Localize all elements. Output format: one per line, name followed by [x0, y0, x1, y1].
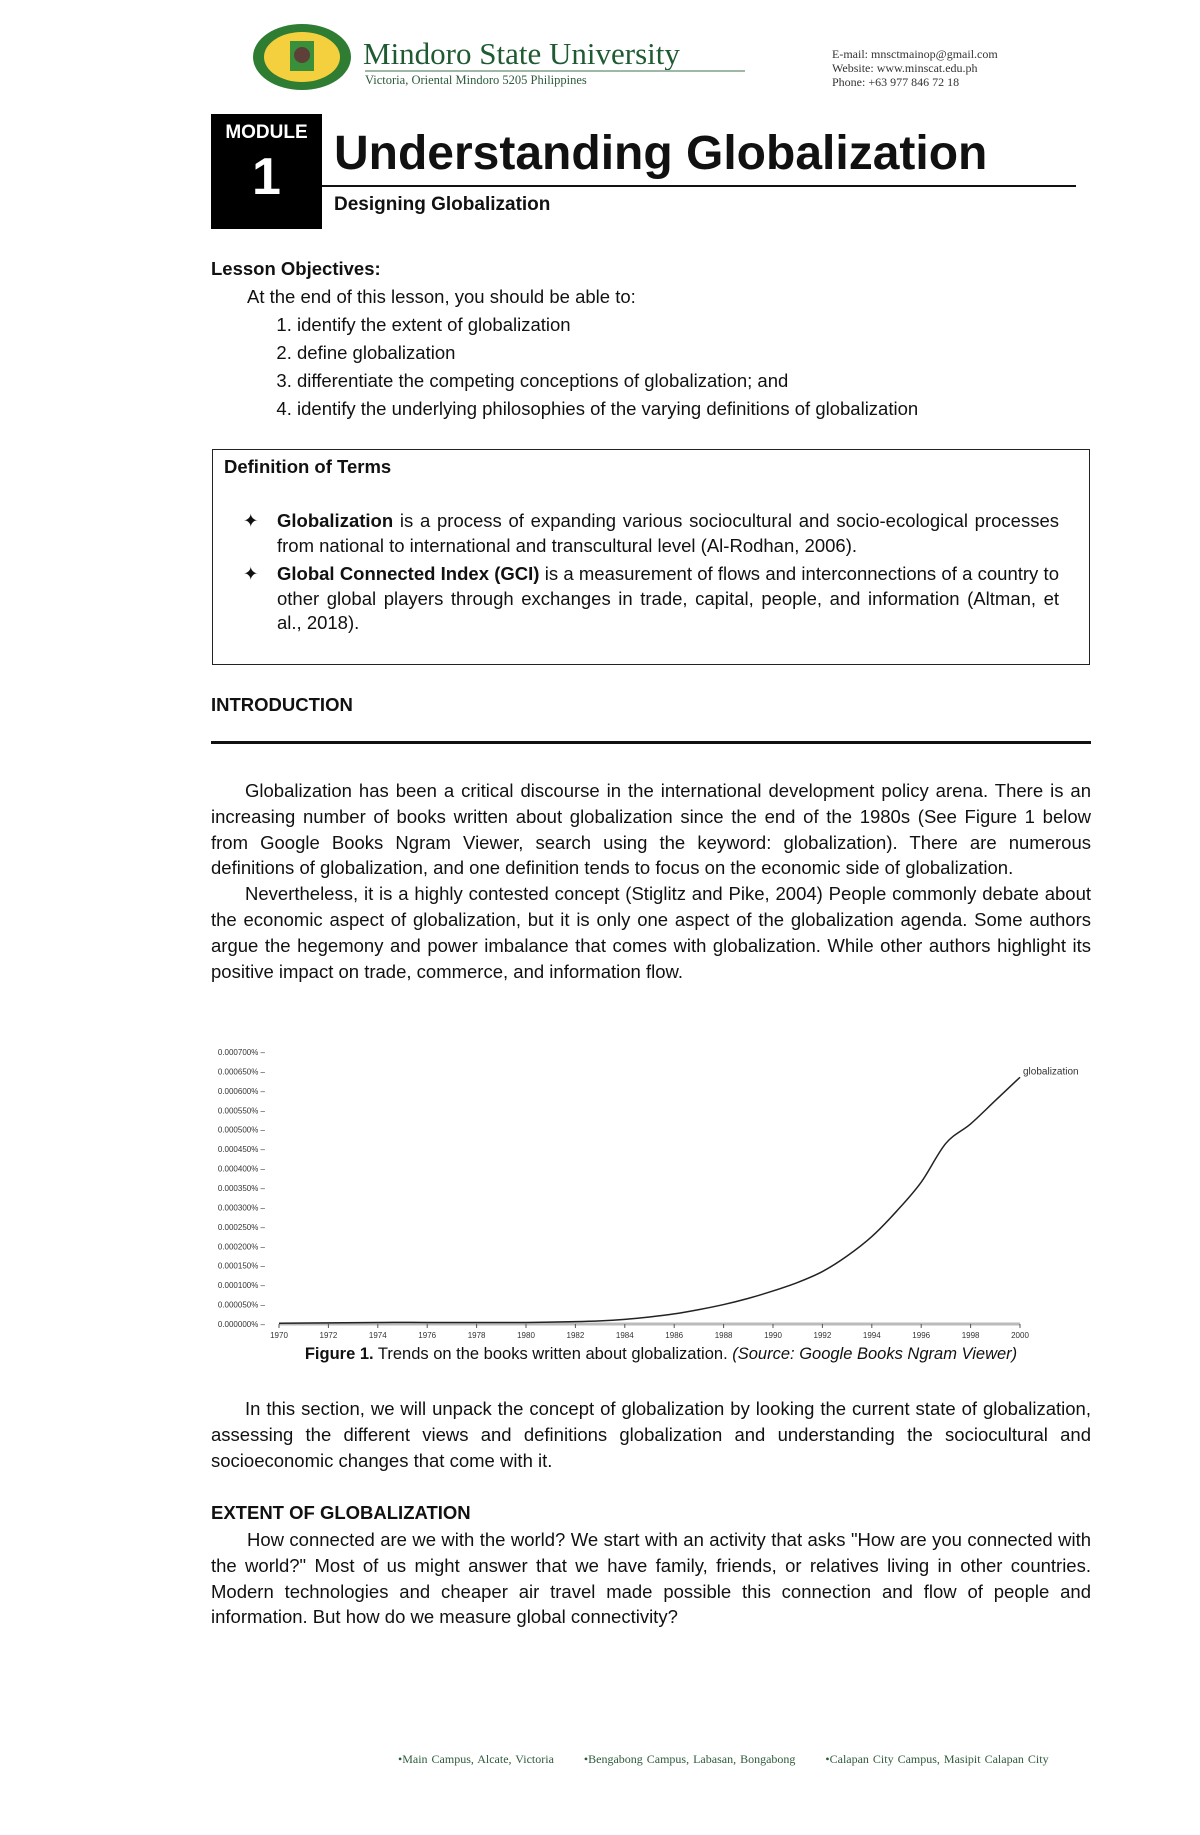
- introduction-heading: INTRODUCTION: [211, 694, 353, 715]
- footer-campuses: [398, 1752, 1075, 1767]
- email: E-mail: mnsctmainop@gmail.com: [832, 47, 998, 61]
- four-point-star-icon: ✦: [243, 563, 259, 584]
- y-tick-label: 0.000650% –: [217, 1067, 265, 1077]
- objectives-heading: Lesson Objectives:: [211, 258, 381, 279]
- y-tick-label: 0.000250% –: [217, 1222, 265, 1232]
- introduction-rule: [211, 741, 1091, 744]
- objective-item: 3. differentiate the competing conceptions of globalization; and: [297, 367, 1091, 395]
- title-rule: [322, 185, 1076, 187]
- x-tick-label: 1992: [813, 1331, 832, 1340]
- definition-text: is a process of expanding various sociocultural and socio-ecological processes from national to international and transcultural level (Al-Rodhan, 2006).: [277, 510, 1059, 556]
- x-tick-label: 1982: [566, 1331, 585, 1340]
- campus-main: •Main Campus, Alcate, Victoria: [398, 1752, 554, 1766]
- x-tick-label: 1996: [912, 1331, 931, 1340]
- y-tick-label: 0.000350% –: [217, 1184, 265, 1193]
- university-name: Mindoro State University: [363, 36, 680, 71]
- ngram-chart: [200, 1040, 1100, 1340]
- series-line-globalization: [279, 1077, 1020, 1323]
- x-tick-label: 1994: [862, 1331, 881, 1340]
- phone: Phone: +63 977 846 72 18: [832, 75, 960, 89]
- objectives-intro: At the end of this lesson, you should be able to:: [247, 286, 636, 307]
- y-tick-label: 0.000050% –: [217, 1300, 265, 1310]
- figure-text: Trends on the books written about globalization.: [373, 1345, 733, 1363]
- y-tick-label: 0.000550% –: [217, 1106, 265, 1116]
- objective-item: 2. define globalization: [297, 339, 1091, 367]
- section-body: [211, 1396, 1091, 1473]
- introduction-body: [211, 778, 1091, 984]
- y-tick-label: 0.000600% –: [217, 1086, 265, 1096]
- x-tick-label: 1988: [714, 1331, 733, 1340]
- objective-item: 4. identify the underlying philosophies of the varying definitions of globalization: [297, 395, 1091, 423]
- contact-info: [832, 47, 998, 89]
- lesson-objectives: [211, 255, 1091, 423]
- module-badge: [211, 114, 322, 229]
- module-label: MODULE: [225, 122, 308, 143]
- y-tick-label: 0.000450% –: [217, 1145, 265, 1155]
- x-tick-label: 1970: [270, 1331, 288, 1340]
- paragraph: How connected are we with the world? We start with an activity that asks "How are you connected with the world?" Most of us might answer that we have family, friends, or relatives living in other countries. Modern technologies and cheaper air travel made possible this connection and flow of people and information. But how do we measure global connectivity?: [211, 1529, 1091, 1628]
- y-tick-label: 0.000150% –: [217, 1261, 265, 1271]
- module-number: 1: [252, 148, 281, 206]
- series-label: globalization: [1023, 1066, 1079, 1078]
- y-tick-label: 0.000200% –: [217, 1242, 265, 1252]
- y-tick-label: 0.000000% –: [217, 1320, 265, 1329]
- figure-label: Figure 1.: [304, 1345, 374, 1363]
- x-tick-label: 1978: [467, 1331, 486, 1340]
- extent-body: [211, 1527, 1091, 1630]
- page-subtitle: Designing Globalization: [334, 194, 551, 215]
- x-tick-label: 1984: [615, 1331, 634, 1340]
- definition-item: [243, 509, 1059, 558]
- campus-bongabong: •Bengabong Campus, Labasan, Bongabong: [583, 1752, 796, 1766]
- four-point-star-icon: ✦: [243, 510, 259, 531]
- x-tick-label: 2000: [1011, 1331, 1029, 1340]
- university-seal-logo: [252, 23, 352, 91]
- x-tick-label: 1976: [418, 1331, 437, 1340]
- y-tick-label: 0.000300% –: [217, 1203, 265, 1213]
- definition-term: Global Connected Index (GCI): [277, 563, 540, 584]
- definitions-heading: Definition of Terms: [224, 456, 392, 477]
- definition-item: [243, 562, 1059, 636]
- y-tick-label: 0.000700% –: [217, 1048, 265, 1057]
- university-address: Victoria, Oriental Mindoro 5205 Philippines: [365, 70, 745, 88]
- paragraph: In this section, we will unpack the concept of globalization by looking the current state of globalization, assessing the different views and definitions globalization and understanding the sociocultural and socioeconomic changes that come with it.: [211, 1398, 1091, 1471]
- definition-box: [212, 449, 1090, 665]
- figure-source: (Source: Google Books Ngram Viewer): [732, 1345, 1018, 1363]
- x-tick-label: 1972: [319, 1331, 338, 1340]
- figure-caption: [211, 1345, 1111, 1364]
- page-title: Understanding Globalization: [334, 127, 988, 180]
- paragraph: Globalization has been a critical discourse in the international development policy arena. There is an increasing number of books written about globalization since the end of the 1980s (See Figure 1 below from Google Books Ngram Viewer, search using the keyword: globalization). There are numerous definitions of globalization, and one definition tends to focus on the economic side of globalization.: [211, 780, 1091, 879]
- y-tick-label: 0.000500% –: [217, 1125, 265, 1135]
- objective-item: 1. identify the extent of globalization: [297, 311, 1091, 339]
- y-tick-label: 0.000400% –: [217, 1164, 265, 1174]
- x-tick-label: 1986: [665, 1331, 684, 1340]
- definition-text: is a measurement of flows and interconnections of a country to other global players through exchanges in trade, capital, people, and information (Altman, et al., 2018).: [277, 563, 1059, 633]
- extent-heading: EXTENT OF GLOBALIZATION: [211, 1502, 471, 1523]
- x-tick-label: 1980: [517, 1331, 535, 1340]
- x-tick-label: 1974: [368, 1331, 387, 1340]
- campus-calapan: •Calapan City Campus, Masipit Calapan City: [825, 1752, 1049, 1766]
- x-tick-label: 1990: [764, 1331, 782, 1340]
- y-tick-label: 0.000100% –: [217, 1281, 265, 1291]
- x-tick-label: 1998: [961, 1331, 980, 1340]
- paragraph: Nevertheless, it is a highly contested concept (Stiglitz and Pike, 2004) People commonly debate about the economic aspect of globalization, but it is only one aspect of the globalization agenda. Some authors argue the hegemony and power imbalance that comes with globalization. While other authors highlight its positive impact on trade, commerce, and information flow.: [211, 883, 1091, 982]
- definition-term: Globalization: [277, 510, 394, 531]
- website: Website: www.minscat.edu.ph: [832, 61, 978, 75]
